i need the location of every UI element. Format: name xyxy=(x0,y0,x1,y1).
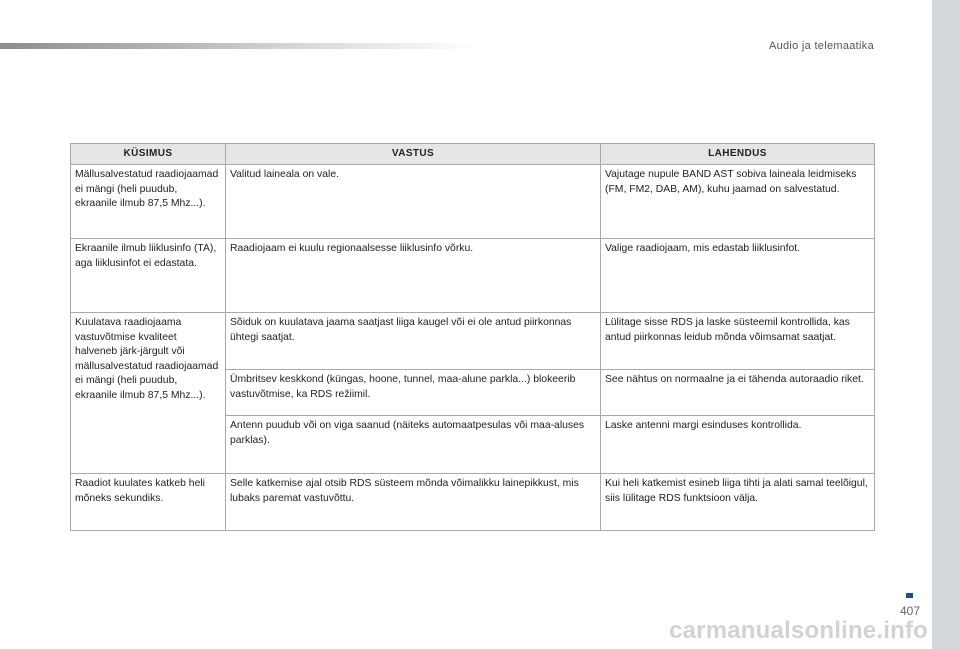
section-title: Audio ja telemaatika xyxy=(768,40,874,52)
page-marker-icon xyxy=(906,593,913,598)
troubleshooting-table xyxy=(70,143,875,531)
question-cell: Ekraanile ilmub liiklusinfo (TA), aga liiklusinfot ei edastata. xyxy=(71,239,226,313)
solution-cell: Valige raadiojaam, mis edastab liiklusinfot. xyxy=(601,239,875,313)
table-row xyxy=(71,239,875,313)
answer-cell: Antenn puudub või on viga saanud (näiteks automaatpesulas või maa-aluses parklas). xyxy=(226,416,601,474)
answer-cell: Sõiduk on kuulatava jaama saatjast liiga kaugel või ei ole antud piirkonnas ühtegi saatjat. xyxy=(226,313,601,370)
table-row xyxy=(71,474,875,531)
table-header-row xyxy=(71,144,875,165)
question-cell: Kuulatava raadiojaama vastuvõtmise kvaliteet halveneb järk-järgult või mällusalvestatud raadiojaamad ei mängi (heli puudub, ekraanile ilmub 87,5 Mhz...). xyxy=(71,313,226,474)
answer-cell: Ümbritsev keskkond (küngas, hoone, tunnel, maa-alune parkla...) blokeerib vastuvõtmise, ka RDS režiimil. xyxy=(226,370,601,416)
question-cell: Raadiot kuulates katkeb heli mõneks sekundiks. xyxy=(71,474,226,531)
watermark: carmanualsonline.info xyxy=(669,617,928,644)
answer-cell: Selle katkemise ajal otsib RDS süsteem mõnda võimalikku lainepikkust, mis lubaks paremat vastuvõttu. xyxy=(226,474,601,531)
solution-cell: Lülitage sisse RDS ja laske süsteemil kontrollida, kas antud piirkonnas leidub mõnda võimsamat saatjat. xyxy=(601,313,875,370)
side-margin-strip xyxy=(932,0,960,649)
page-number: 407 xyxy=(899,604,920,618)
column-header-question: KÜSIMUS xyxy=(71,144,226,165)
solution-cell: Kui heli katkemist esineb liiga tihti ja alati samal teelõigul, siis lülitage RDS funktsioon välja. xyxy=(601,474,875,531)
answer-cell: Valitud laineala on vale. xyxy=(226,165,601,239)
question-cell: Mällusalvestatud raadiojaamad ei mängi (heli puudub, ekraanile ilmub 87,5 Mhz...). xyxy=(71,165,226,239)
column-header-solution: LAHENDUS xyxy=(601,144,875,165)
table-row xyxy=(71,165,875,239)
header-gradient-bar xyxy=(0,43,480,49)
solution-cell: Vajutage nupule BAND AST sobiva laineala leidmiseks (FM, FM2, DAB, AM), kuhu jaamad on salvestatud. xyxy=(601,165,875,239)
solution-cell: Laske antenni margi esinduses kontrollida. xyxy=(601,416,875,474)
answer-cell: Raadiojaam ei kuulu regionaalsesse liiklusinfo võrku. xyxy=(226,239,601,313)
solution-cell: See nähtus on normaalne ja ei tähenda autoraadio riket. xyxy=(601,370,875,416)
column-header-answer: VASTUS xyxy=(226,144,601,165)
table-row xyxy=(71,313,875,370)
